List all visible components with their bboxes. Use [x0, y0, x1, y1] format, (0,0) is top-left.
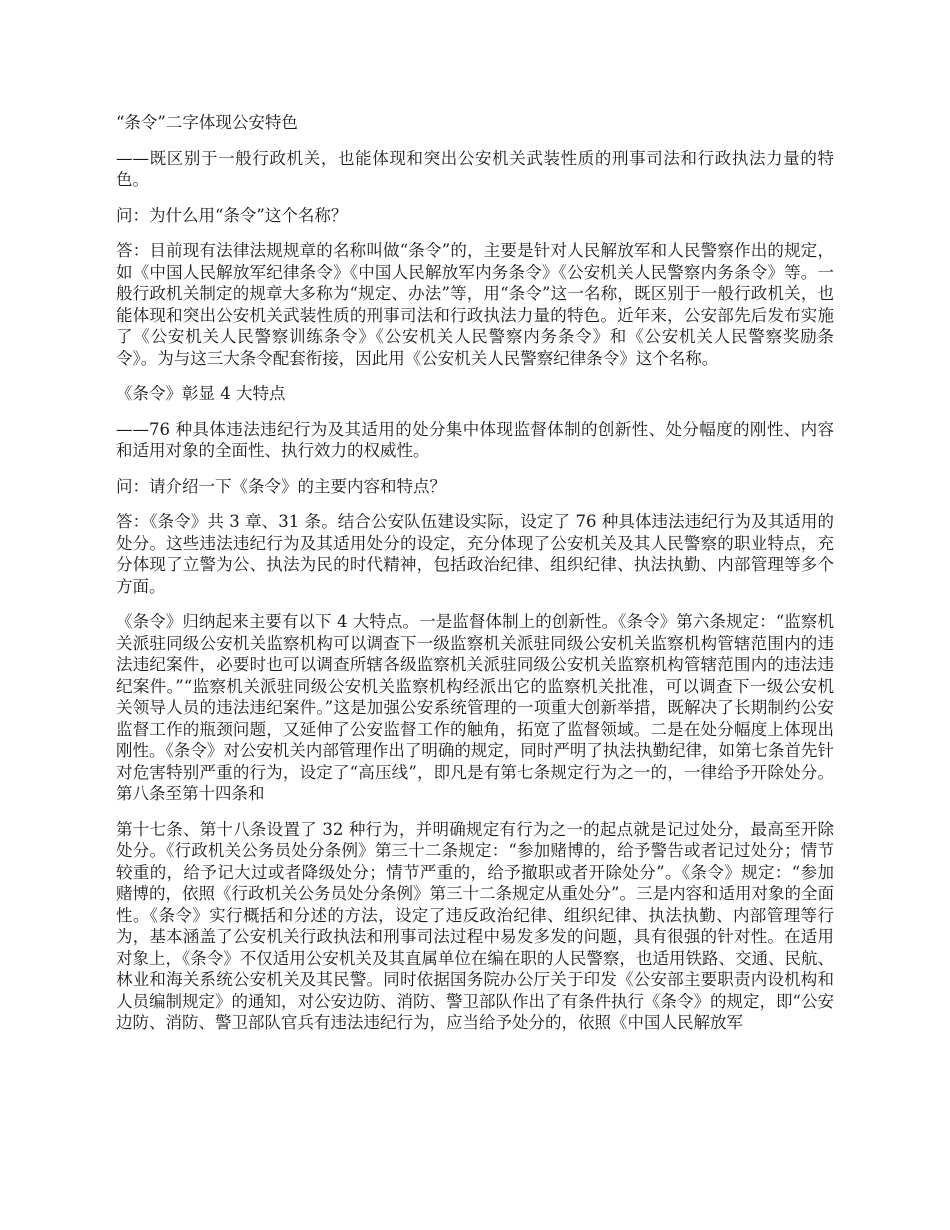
body-paragraph: 《条令》归纳起来主要有以下 4 大特点。一是监督体制上的创新性。《条令》第六条规定：“监察机关派驻同级公安机关监察机构可以调查下一级监察机关派驻同级公安机关监察机构管辖范围内的违法违纪案件，必要时也可以调查所辖各级监察机关派驻同级公安机关监察机构管辖范围内的违法违纪案件。”“监察机关派驻同级公安机关监察机构经派出它的监察机关批准，可以调查下一级公安机关领导人员的违法违纪案件。”这是加强公安系统管理的一项重大创新举措，既解决了长期制约公安监督工作的瓶颈问题，又延伸了公安监督工作的触角，拓宽了监督领域。二是在处分幅度上体现出刚性。《条令》对公安机关内部管理作出了明确的规定，同时严明了执法执勤纪律，如第七条首先针对危害特别严重的行为，设定了“高压线”，即凡是有第七条规定行为之一的，一律给予开除处分。第八条至第十四条和	[116, 612, 834, 803]
answer-paragraph: 答：目前现有法律法规规章的名称叫做“条令”的，主要是针对人民解放军和人民警察作出的规定，如《中国人民解放军纪律条令》《中国人民解放军内务条令》《公安机关人民警察内务条令》等。一般行政机关制定的规章大多称为“规定、办法”等，用“条令”这一名称，既区别于一般行政机关，也能体现和突出公安机关武装性质的刑事司法和行政执法力量的特色。近年来，公安部先后发布实施了《公安机关人民警察训练条令》《公安机关人民警察内务条令》和《公安机关人民警察奖励条令》。为与这三大条令配套衔接，因此用《公安机关人民警察纪律条令》这个名称。	[116, 241, 834, 368]
section-heading-tiaoling-name: “条令”二字体现公安特色	[116, 113, 298, 132]
answer-paragraph: 答：《条令》共 3 章、31 条。结合公安队伍建设实际，设定了 76 种具体违法违纪行为及其适用的处分。这些违法违纪行为及其适用处分的设定，充分体现了公安机关及其人民警察的职业特点，充分体现了立警为公、执法为民的时代精神，包括政治纪律、组织纪律、执法执勤、内部管理等多个方面。	[116, 512, 834, 596]
section-subheading: ——既区别于一般行政机关，也能体现和突出公安机关武装性质的刑事司法和行政执法力量的特色。	[116, 148, 834, 189]
section-heading-four-features: 《条令》彰显 4 大特点	[116, 384, 286, 403]
body-paragraph: 第十七条、第十八条设置了 32 种行为，并明确规定有行为之一的起点就是记过处分，最高至开除处分。《行政机关公务员处分条例》第三十二条规定：“参加赌博的，给予警告或者记过处分；情节较重的，给予记大过或者降级处分；情节严重的，给予撤职或者开除处分”。《条令》规定：“参加赌博的，依照《行政机关公务员处分条例》第三十二条规定从重处分”。三是内容和适用对象的全面性。《条令》实行概括和分述的方法，设定了违反政治纪律、组织纪律、执法执勤、内部管理等行为，基本涵盖了公安机关行政执法和刑事司法过程中易发多发的问题，具有很强的针对性。在适用对象上，《条令》不仅适用公安机关及其直属单位在编在职的人民警察，也适用铁路、交通、民航、林业和海关系统公安机关及其民警。同时依据国务院办公厅关于印发《公安部主要职责内设机构和人员编制规定》的通知，对公安边防、消防、警卫部队作出了有条件执行《条令》的规定，即“公安边防、消防、警卫部队官兵有违法违纪行为，应当给予处分的，依照《中国人民解放军	[116, 819, 834, 1032]
question-paragraph: 问：为什么用“条令”这个名称？	[116, 205, 348, 225]
question-paragraph: 问：请介绍一下《条令》的主要内容和特点？	[116, 476, 446, 496]
section-subheading: ——76 种具体违法违纪行为及其适用的处分集中体现监督体制的创新性、处分幅度的刚性、内容和适用对象的全面性、执行效力的权威性。	[116, 419, 834, 460]
